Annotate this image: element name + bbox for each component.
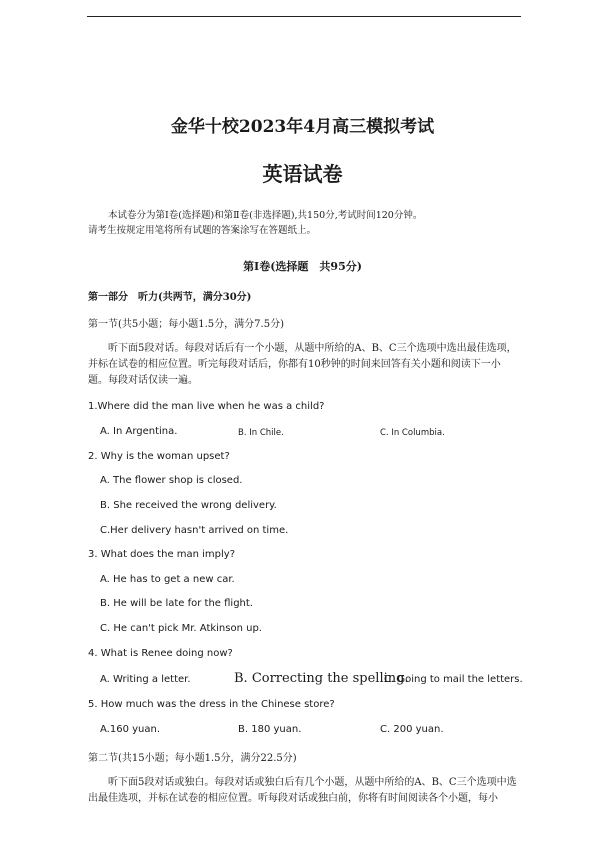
question-3-stem: 3. What does the man imply? (88, 549, 236, 560)
section1-title: 第一节(共5小题；每小题1.5分，满分7.5分) (88, 319, 284, 330)
section1-instructions: 听下面5段对话。每段对话后有一个小题，从题中所给的A、B、C三个选项中选出最佳选项，并标在试卷的相应位置。听完每段对话后，你都有10秒钟的时间来回答有关小题和阅读下一小题。每段对话仅读一遍。 (88, 343, 517, 386)
question-1-option-c: C. In Columbia. (380, 428, 445, 438)
question-2-option-c: C.Her delivery hasn't arrived on time. (100, 525, 289, 536)
question-5-stem: 5. How much was the dress in the Chinese store? (88, 699, 335, 710)
exam-title: 金华十校2023年4月高三模拟考试 (170, 117, 435, 137)
question-1-option-b: B. In Chile. (238, 428, 284, 438)
question-5-option-b: B. 180 yuan. (238, 724, 302, 735)
top-rule (87, 16, 521, 17)
question-4-option-c: C. Going to mail the letters. (384, 674, 523, 685)
exam-subtitle: 英语试卷 (262, 162, 343, 186)
volume-title: 第Ⅰ卷(选择题 共95分) (243, 260, 362, 273)
section2-title: 第二节(共15小题；每小题1.5分，满分22.5分) (88, 753, 297, 764)
intro-line-2: 请考生按规定用笔将所有试题的答案涂写在答题纸上。 (88, 225, 317, 236)
question-3-option-b: B. He will be late for the flight. (100, 598, 253, 609)
question-3-option-a: A. He has to get a new car. (100, 574, 235, 585)
part1-title: 第一部分 听力(共两节，满分30分) (88, 292, 252, 303)
question-4-stem: 4. What is Renee doing now? (88, 648, 233, 659)
question-5-option-c: C. 200 yuan. (380, 724, 444, 735)
question-5-option-a: A.160 yuan. (100, 724, 161, 735)
question-2-option-a: A. The flower shop is closed. (100, 475, 243, 486)
section2-instructions: 听下面5段对话或独白。每段对话或独白后有几个小题，从题中所给的A、B、C三个选项中选出最佳选项，并标在试卷的相应位置。听每段对话或独白前，你将有时间阅读各个小题，每小 (88, 777, 517, 804)
question-1-stem: 1.Where did the man live when he was a child? (88, 401, 325, 412)
question-1-option-a: A. In Argentina. (100, 426, 178, 437)
question-4-option-b: B. Correcting the spelling. (234, 671, 409, 686)
question-4-option-a: A. Writing a letter. (100, 674, 191, 685)
question-2-stem: 2. Why is the woman upset? (88, 451, 230, 462)
question-2-option-b: B. She received the wrong delivery. (100, 500, 277, 511)
question-3-option-c: C. He can't pick Mr. Atkinson up. (100, 623, 262, 634)
intro-line-1: 本试卷分为第Ⅰ卷(选择题)和第Ⅱ卷(非选择题),共150分,考试时间120分钟。 (108, 210, 423, 221)
